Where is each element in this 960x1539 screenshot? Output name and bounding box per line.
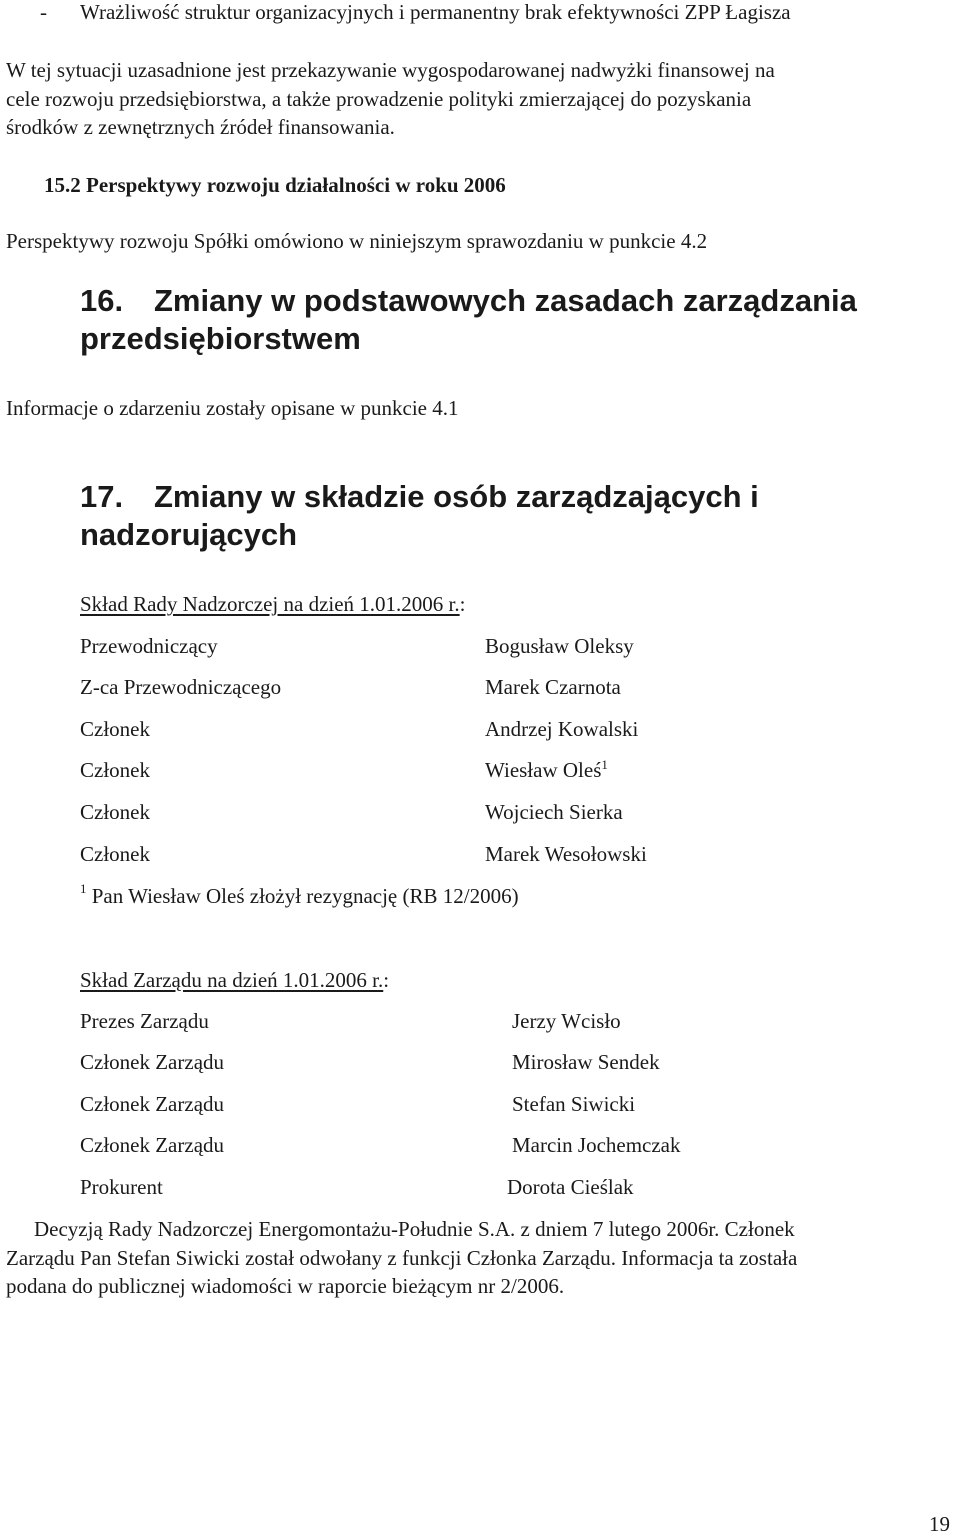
zarzad-name: Marcin Jochemczak xyxy=(512,1133,681,1157)
rada-heading-colon: : xyxy=(459,592,466,616)
rada-name: Marek Czarnota xyxy=(485,675,621,699)
zarzad-name: Jerzy Wcisło xyxy=(512,1009,621,1033)
closing-paragraph xyxy=(6,1215,797,1301)
section-16-title-line2: przedsiębiorstwem xyxy=(80,321,361,356)
paragraph-1-line: środków z zewnętrznych źródeł finansowania. xyxy=(6,115,395,139)
zarzad-heading-text: Skład Zarządu na dzień 1.01.2006 r. xyxy=(80,968,384,992)
footnote-mark: 1 xyxy=(80,881,87,896)
zarzad-role: Członek Zarządu xyxy=(80,1092,225,1116)
rada-role: Przewodniczący xyxy=(80,634,218,658)
zarzad-role: Prokurent xyxy=(80,1175,163,1199)
page-number: 19 xyxy=(929,1512,950,1536)
section-17-heading xyxy=(80,478,940,558)
rada-name: Andrzej Kowalski xyxy=(485,717,639,741)
zarzad-role: Prezes Zarządu xyxy=(80,1009,209,1033)
zarzad-role: Członek Zarządu xyxy=(80,1050,225,1074)
footnote-text: Pan Wiesław Oleś złożył rezygnację (RB 12/2006) xyxy=(91,884,519,908)
rada-role: Członek xyxy=(80,842,150,866)
rada-heading-text: Skład Rady Nadzorczej na dzień 1.01.2006 r. xyxy=(80,592,460,616)
rada-footnote xyxy=(80,882,519,911)
rada-role: Członek xyxy=(80,717,150,741)
rada-name: Wiesław Oleś xyxy=(485,758,602,782)
section-17-title-line1: Zmiany w składzie osób zarządzających i xyxy=(154,479,759,514)
section-15-2-heading: 15.2 Perspektywy rozwoju działalności w roku 2006 xyxy=(44,173,506,197)
rada-role: Z-ca Przewodniczącego xyxy=(80,675,282,699)
section-15-2-text: Perspektywy rozwoju Spółki omówiono w niniejszym sprawozdaniu w punkcie 4.2 xyxy=(6,229,708,253)
closing-line: Decyzją Rady Nadzorczej Energomontażu-Południe S.A. z dniem 7 lutego 2006r. Członek xyxy=(34,1217,795,1241)
top-line-dash: - xyxy=(40,0,47,24)
footnote-reference: 1 xyxy=(601,757,608,772)
zarzad-name: Dorota Cieślak xyxy=(507,1175,634,1199)
zarzad-heading-colon: : xyxy=(383,968,390,992)
zarzad-name: Mirosław Sendek xyxy=(512,1050,660,1074)
section-17-title-line2: nadzorujących xyxy=(80,517,298,552)
top-line-text: Wrażliwość struktur organizacyjnych i permanentny brak efektywności ZPP Łagisza xyxy=(80,0,791,24)
rada-name: Marek Wesołowski xyxy=(485,842,647,866)
section-16-number: 16. xyxy=(80,283,124,318)
rada-heading xyxy=(80,590,465,619)
zarzad-name: Stefan Siwicki xyxy=(512,1092,636,1116)
rada-role: Członek xyxy=(80,800,150,824)
closing-line: Zarządu Pan Stefan Siwicki został odwołany z funkcji Członka Zarządu. Informacja ta została xyxy=(6,1245,798,1270)
zarzad-heading xyxy=(80,966,389,995)
paragraph-1 xyxy=(6,56,775,142)
section-16-title-line1: Zmiany w podstawowych zasadach zarządzania xyxy=(154,283,857,318)
zarzad-role: Członek Zarządu xyxy=(80,1133,225,1157)
section-17-number: 17. xyxy=(80,479,124,514)
rada-name: Bogusław Oleksy xyxy=(485,634,634,658)
rada-name: Wojciech Sierka xyxy=(485,800,623,824)
paragraph-1-line: cele rozwoju przedsiębiorstwa, a także prowadzenie polityki zmierzającej do pozyskania xyxy=(6,86,752,111)
closing-line: podana do publicznej wiadomości w raporcie bieżącym nr 2/2006. xyxy=(6,1274,565,1298)
paragraph-1-line: W tej sytuacji uzasadnione jest przekazywanie wygospodarowanej nadwyżki finansowej na xyxy=(6,58,775,82)
rada-name-with-footnote xyxy=(485,756,608,785)
section-16-heading xyxy=(80,282,940,362)
rada-role: Członek xyxy=(80,758,150,782)
section-16-text: Informacje o zdarzeniu zostały opisane w punkcie 4.1 xyxy=(6,396,459,420)
